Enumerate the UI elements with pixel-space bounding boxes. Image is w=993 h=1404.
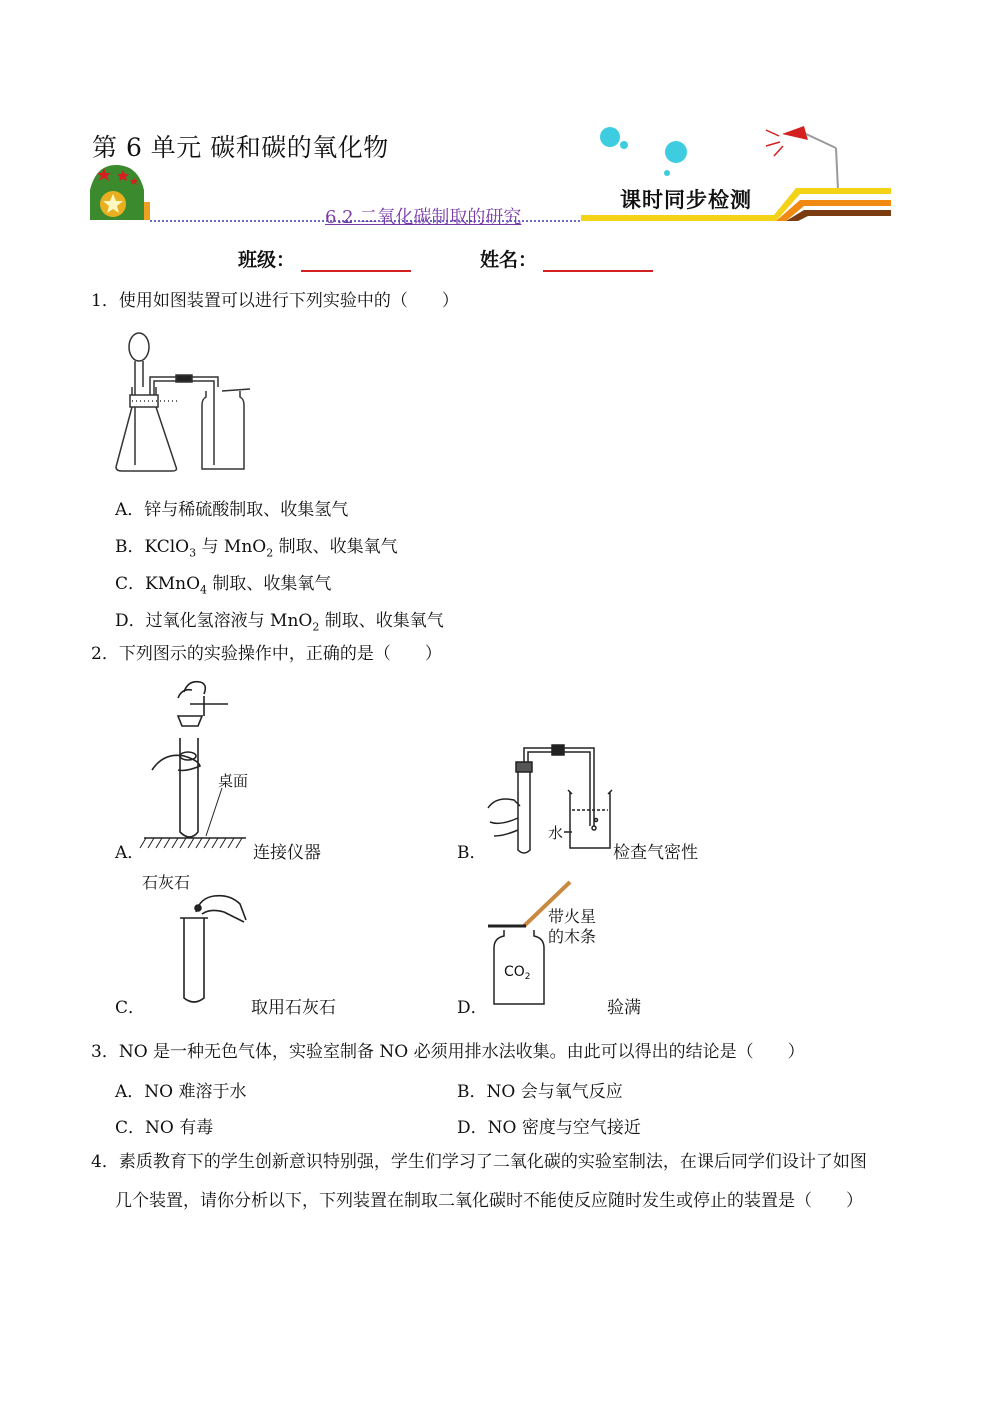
q1-option-a[interactable]: A．锌与稀硫酸制取、收集氢气: [115, 500, 349, 520]
lesson-title: 6.2 二氧化碳制取的研究: [325, 207, 522, 228]
q2-option-a-letter[interactable]: A．: [115, 843, 145, 863]
q3-option-c[interactable]: C．NO 有毒: [115, 1118, 214, 1138]
svg-text:石灰石: 石灰石: [142, 873, 191, 892]
q2-stem: 2．下列图示的实验操作中，正确的是（ ）: [91, 644, 442, 664]
lesson-tag: 课时同步检测: [620, 188, 752, 212]
q1-option-b[interactable]: B．KClO$_3$ 与 MnO$_2$ 制取、收集氧气: [115, 537, 398, 560]
unit-title: 第 6 单元 碳和碳的氧化物: [92, 133, 389, 162]
q2-figure-c: [140, 868, 255, 1008]
star-badge-icon: [90, 165, 150, 220]
svg-text:桌面: 桌面: [218, 772, 249, 790]
svg-text:CO2: $CO_2$: [504, 964, 531, 982]
desk-lamp-icon: [766, 126, 838, 190]
q3-stem: 3．NO 是一种无色气体，实验室制备 NO 必须用排水法收集。由此可以得出的结论是（ ）: [91, 1042, 805, 1062]
svg-text:带火星: 带火星: [548, 907, 597, 926]
q2-figure-d: [484, 876, 614, 1011]
q2-option-c-text: 取用石灰石: [251, 998, 336, 1018]
q3-option-d[interactable]: D．NO 密度与空气接近: [457, 1118, 641, 1138]
q1-option-d[interactable]: D．过氧化氢溶液与 MnO$_2$ 制取、收集氧气: [115, 611, 444, 634]
q2-option-b-text: 检查气密性: [613, 843, 698, 863]
q2-option-c-letter[interactable]: C．: [115, 998, 146, 1018]
name-label: 姓名：: [480, 249, 538, 271]
class-label: 班级：: [238, 249, 296, 271]
q2-figure-b: [486, 740, 616, 855]
svg-text:水: 水: [548, 824, 564, 842]
name-blank[interactable]: [543, 250, 653, 272]
q2-option-d-letter[interactable]: D．: [457, 998, 488, 1018]
q2-option-b-letter[interactable]: B．: [457, 843, 487, 863]
q1-stem: 1．使用如图装置可以进行下列实验中的（ ）: [91, 291, 459, 311]
q3-option-b[interactable]: B．NO 会与氧气反应: [457, 1082, 623, 1102]
q2-option-d-text: 验满: [607, 998, 641, 1018]
class-blank[interactable]: [301, 250, 411, 272]
q2-option-a-text: 连接仪器: [253, 843, 321, 863]
q4-stem-line2: 几个装置，请你分析以下，下列装置在制取二氧化碳时不能使反应随时发生或停止的装置是（ ）: [115, 1191, 863, 1211]
q4-stem-line1: 4．素质教育下的学生创新意识特别强，学生们学习了二氧化碳的实验室制法，在课后同学们设计了如图: [91, 1152, 867, 1172]
q3-option-a[interactable]: A．NO 难溶于水: [115, 1082, 247, 1102]
q2-figure-a: [138, 676, 258, 851]
svg-text:的木条: 的木条: [548, 927, 597, 946]
name-field: [480, 245, 653, 272]
bubble-decoration-icon: [600, 127, 687, 176]
q1-apparatus-figure: [108, 325, 268, 477]
q1-option-c[interactable]: C．KMnO$_4$ 制取、收集氧气: [115, 574, 332, 597]
class-field: [238, 245, 411, 272]
